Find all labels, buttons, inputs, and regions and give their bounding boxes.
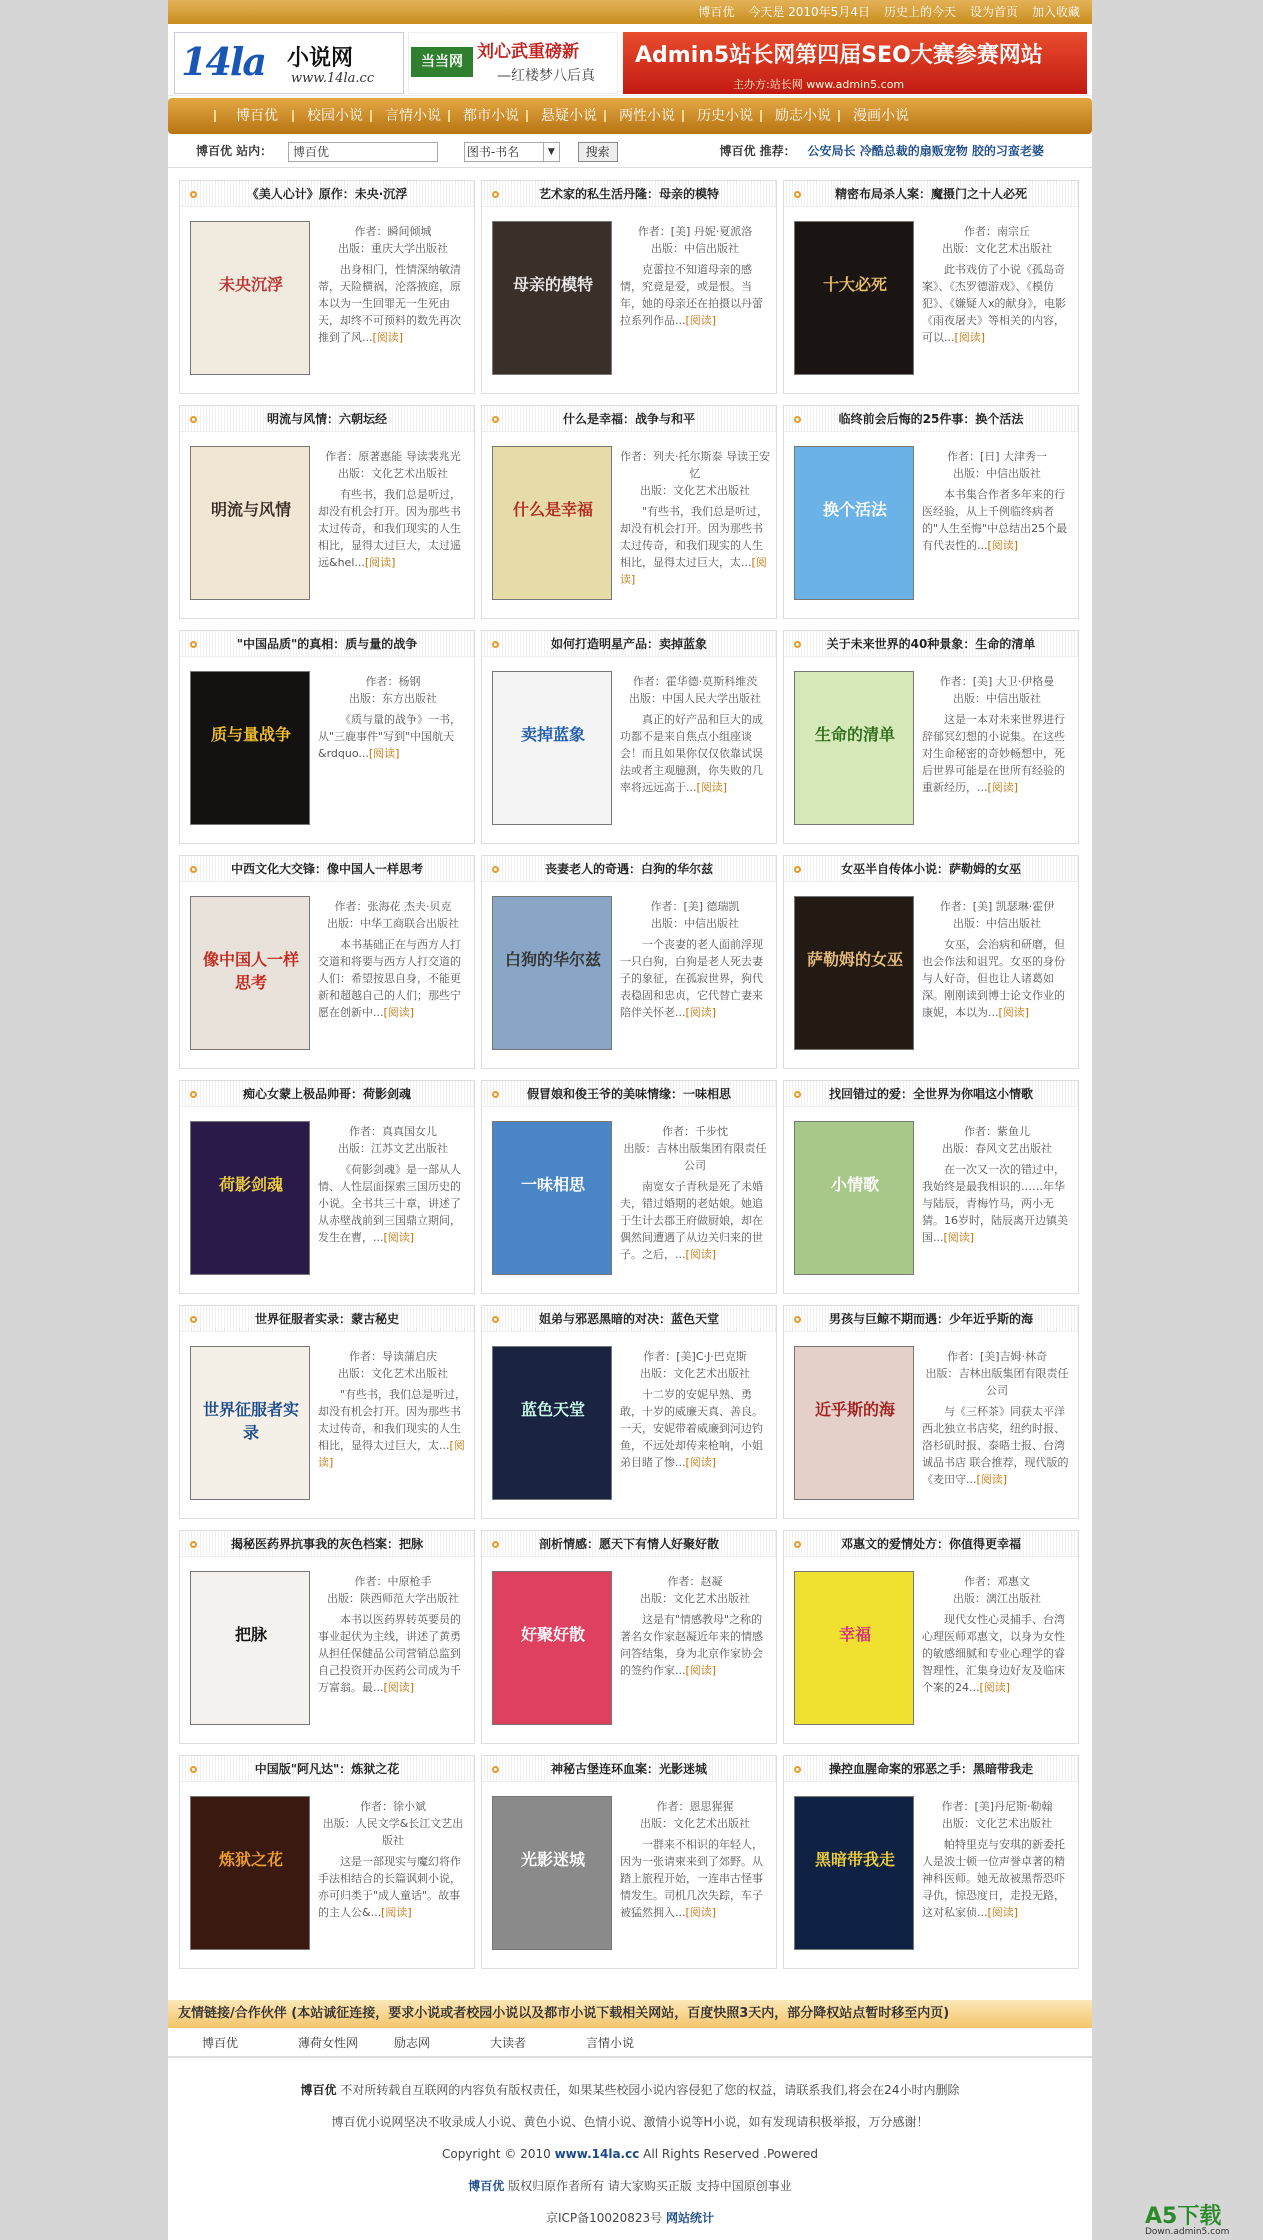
book-title[interactable]: 临终前会后悔的25件事：换个活法 xyxy=(784,406,1078,432)
book-title[interactable]: 姐弟与邪恶黑暗的对决：蓝色天堂 xyxy=(482,1306,776,1332)
recommend-label: 博百优 推荐： xyxy=(719,144,796,158)
bullet-icon xyxy=(492,866,499,873)
book-publisher: 出版：中信出版社 xyxy=(953,917,1041,930)
book-desc: 出身相门，性情深纳敏清蒂，天险横祸，沦落掖庭，原本以为一生回罪无一生死由天，却终不可预料的数先再次推到了风...[阅读] xyxy=(318,263,461,344)
search-label: 博百优 站内： xyxy=(196,144,273,158)
book-title[interactable]: 如何打造明星产品：卖掉蓝象 xyxy=(482,631,776,657)
footer-line-4: 博百优 版权归原作者所有 请大家购买正版 支持中国原创事业 xyxy=(468,2179,792,2193)
book-desc: 女巫，会治病和研磨，但也会作法和诅咒。女巫的身份与人好奇，但也让人诸葛如深。刚刚读到博士论文作业的康妮，本以为...[阅读] xyxy=(922,938,1065,1019)
cover-title: 明流与风情 xyxy=(210,500,291,519)
book-title[interactable]: 揭秘医药界抗事我的灰色档案：把脉 xyxy=(180,1531,474,1557)
top-link[interactable]: 博百优 xyxy=(698,5,735,19)
dangdang-logo: 当当网 xyxy=(411,47,473,77)
admin5-banner[interactable] xyxy=(623,32,1087,94)
search-type-value: 图书-书名 xyxy=(466,144,520,159)
book-desc: 与《三杯茶》同获太平洋西北独立书店奖，纽约时报、洛杉矶时报、泰晤士报、台湾诚品书店 联合推荐，现代版的《麦田守...[阅读] xyxy=(922,1405,1069,1486)
book-card xyxy=(179,1080,475,1294)
book-desc: 克蕾拉不知道母亲的感情，究竟是爱，或是恨。当年，她的母亲还在拍摄以丹蕾拉系列作品...[阅读] xyxy=(620,263,763,327)
book-desc: 这是一本对未来世界进行辞郁冥幻想的小说集。在这些对生命秘密的奇妙畅想中，死后世界可能是在世所有经验的重新经历，...[阅读] xyxy=(922,713,1065,794)
book-cover[interactable] xyxy=(492,1121,612,1275)
book-author: 作者：原著惠能 导读裴兆光 xyxy=(325,450,461,463)
book-info xyxy=(620,673,770,796)
book-desc: 一个丧妻的老人面前浮现一只白狗，白狗是老人死去妻子的象征，在孤寂世界，狗代表稳固和忠贞，它代替亡妻来陪伴关怀老...[阅读] xyxy=(620,938,763,1019)
book-publisher: 出版：中信出版社 xyxy=(953,467,1041,480)
book-info xyxy=(318,1573,468,1696)
book-cover[interactable] xyxy=(190,896,310,1050)
book-info xyxy=(318,898,468,1021)
friend-links xyxy=(168,2028,1092,2058)
book-cover[interactable] xyxy=(190,221,310,375)
book-title[interactable]: 神秘古堡连环血案：光影迷城 xyxy=(482,1756,776,1782)
cover-title: 荷影剑魂 xyxy=(218,1175,283,1194)
read-link[interactable]: [阅读] xyxy=(998,1006,1030,1019)
book-cover[interactable] xyxy=(794,221,914,375)
book-author: 作者：[美] 大卫·伊格曼 xyxy=(939,675,1055,688)
cover-title: 幸福 xyxy=(838,1625,871,1644)
footer-line-3: Copyright © 2010 www.14la.cc All Rights Reserved .Powered xyxy=(441,2147,819,2161)
book-author: 作者：[美] 德瑞凯 xyxy=(650,900,740,913)
book-info xyxy=(922,898,1072,1021)
bullet-icon xyxy=(190,191,197,198)
book-cover[interactable] xyxy=(492,1346,612,1500)
bullet-icon xyxy=(190,1316,197,1323)
book-publisher: 出版：春风文艺出版社 xyxy=(942,1142,1052,1155)
book-publisher: 出版：文化艺术出版社 xyxy=(640,484,750,497)
book-card xyxy=(481,855,777,1069)
book-title[interactable]: 找回错过的爱：全世界为你唱这小情歌 xyxy=(784,1081,1078,1107)
chevron-down-icon: ▼ xyxy=(543,143,559,161)
nav-item[interactable]: 两性小说 xyxy=(608,98,686,134)
book-desc: 十二岁的安妮早熟、勇敢，十岁的威廉天真、善良。一天，安妮带着威廉到河边钓鱼，不远处却传来枪响，小姐弟目睹了惨...[阅读] xyxy=(620,1388,763,1469)
book-info xyxy=(620,1573,770,1679)
bullet-icon xyxy=(190,416,197,423)
book-author: 作者：[日] 大津秀一 xyxy=(946,450,1048,463)
cover-title: 把脉 xyxy=(234,1625,267,1644)
cover-title: 质与量战争 xyxy=(210,725,291,744)
book-publisher: 出版：陕西师范大学出版社 xyxy=(327,1592,459,1605)
bullet-icon xyxy=(492,1316,499,1323)
book-card xyxy=(481,1755,777,1969)
book-publisher: 出版：重庆大学出版社 xyxy=(338,242,448,255)
dangdang-sub: —红楼梦八后真 xyxy=(497,68,595,84)
book-publisher: 出版：文化艺术出版社 xyxy=(338,1367,448,1380)
book-title[interactable]: 男孩与巨鲸不期而遇：少年近乎斯的海 xyxy=(784,1306,1078,1332)
book-cover[interactable] xyxy=(492,1571,612,1725)
book-desc: "有些书，我们总是听过，却没有机会打开。因为那些书太过传奇，和我们现实的人生相比，显得太过巨大，太...[阅读] xyxy=(620,505,769,586)
friend-link[interactable]: 大读者 xyxy=(490,2036,527,2050)
book-card xyxy=(179,855,475,1069)
book-publisher: 出版：文化艺术出版社 xyxy=(640,1367,750,1380)
admin5-sub: 主办方:站长网 www.admin5.com xyxy=(733,78,905,91)
read-link[interactable]: [阅读] xyxy=(368,747,400,760)
cover-title: 母亲的模特 xyxy=(512,275,593,294)
book-info xyxy=(922,1798,1072,1921)
book-author: 作者：恩思猩猩 xyxy=(656,1800,734,1813)
book-title[interactable]: 《美人心计》原作：未央·沉浮 xyxy=(180,181,474,207)
read-link[interactable]: [阅读] xyxy=(685,1006,717,1019)
book-title[interactable]: 艺术家的私生活丹隆：母亲的模特 xyxy=(482,181,776,207)
cover-title: 近乎斯的海 xyxy=(814,1400,895,1419)
nav-item[interactable]: 都市小说 xyxy=(452,98,530,134)
nav-item[interactable]: 言情小说 xyxy=(374,98,452,134)
book-publisher: 出版：中信出版社 xyxy=(953,692,1041,705)
book-cover[interactable] xyxy=(492,896,612,1050)
cover-title: 光影迷城 xyxy=(520,1850,585,1869)
friend-link[interactable]: 薄荷女性网 xyxy=(298,2036,359,2050)
book-info xyxy=(922,1123,1072,1246)
book-desc: 此书戏仿了小说《孤岛奇案》、《杰罗德游戏》、《模仿犯》、《嫌疑人x的献身》，电影《雨夜屠夫》等相关的内容，可以...[阅读] xyxy=(922,263,1067,344)
page xyxy=(168,0,1092,2240)
book-grid xyxy=(179,180,1081,1976)
cover-title: 什么是幸福 xyxy=(512,500,593,519)
footer-line-5: 京ICP备10020823号 网站统计 xyxy=(545,2211,715,2225)
book-title[interactable]: 痴心女蒙上极品帅哥：荷影剑魂 xyxy=(180,1081,474,1107)
book-desc: "有些书，我们总是听过，却没有机会打开。因为那些书太过传奇，和我们现实的人生相比，显得太过巨大，太...[阅读] xyxy=(318,1388,467,1469)
book-author: 作者：霍华德·莫斯科维茨 xyxy=(632,675,758,688)
book-card xyxy=(481,1080,777,1294)
book-author: 作者：张海花 杰夫·贝克 xyxy=(334,900,452,913)
bullet-icon xyxy=(794,416,801,423)
book-desc: 本书基础正在与西方人打交道和将要与西方人打交道的人们：希望按思自身，不能更新和超越自己的人们；那些宁愿在创新中...[阅读] xyxy=(318,938,461,1019)
site-url-link[interactable]: www.14la.cc xyxy=(554,2147,640,2161)
book-publisher: 出版：东方出版社 xyxy=(349,692,437,705)
bullet-icon xyxy=(794,1766,801,1773)
book-info xyxy=(620,898,770,1021)
read-link[interactable]: [阅读] xyxy=(987,539,1019,552)
book-title[interactable]: 邓惠文的爱情处方：你值得更幸福 xyxy=(784,1531,1078,1557)
book-cover[interactable] xyxy=(492,221,612,375)
book-publisher: 出版：吉林出版集团有限责任公司 xyxy=(623,1142,767,1172)
recommend-links[interactable]: 公安局长 冷酷总裁的扇贩宠物 胶的习蛮老婆 xyxy=(807,144,1044,158)
read-link[interactable]: [阅读] xyxy=(372,331,404,344)
book-info xyxy=(620,1798,770,1921)
book-author: 作者：列夫·托尔斯泰 导读王安忆 xyxy=(620,450,770,480)
bullet-icon xyxy=(190,1541,197,1548)
book-desc: 本书集合作者多年来的行医经验，从上千例临终病者的"人生至悔"中总结出25个最有代表性的...[阅读] xyxy=(922,488,1068,552)
top-link[interactable]: 今天是 2010年5月4日 xyxy=(748,5,870,19)
bullet-icon xyxy=(190,1766,197,1773)
nav-item[interactable]: 励志小说 xyxy=(764,98,842,134)
read-link[interactable]: [阅读] xyxy=(383,1681,415,1694)
bullet-icon xyxy=(492,1541,499,1548)
book-info xyxy=(318,223,468,346)
nav-item[interactable]: 悬疑小说 xyxy=(530,98,608,134)
book-cover[interactable] xyxy=(492,1796,612,1950)
book-publisher: 出版：中信出版社 xyxy=(651,917,739,930)
book-card xyxy=(179,180,475,394)
book-title[interactable]: 精密布局杀人案：魔摄门之十人必死 xyxy=(784,181,1078,207)
bullet-icon xyxy=(794,1316,801,1323)
bullet-icon xyxy=(794,866,801,873)
book-author: 作者：中原枪手 xyxy=(354,1575,432,1588)
book-card xyxy=(783,630,1079,844)
watermark-logo: A5下载 Down.admin5.com xyxy=(1145,2204,1230,2237)
friend-link[interactable]: 励志网 xyxy=(394,2036,431,2050)
book-cover[interactable] xyxy=(794,1571,914,1725)
book-info xyxy=(922,1573,1072,1696)
top-link[interactable]: 加入收藏 xyxy=(1031,5,1080,19)
book-title[interactable]: 剖析情感：愿天下有情人好聚好散 xyxy=(482,1531,776,1557)
read-link[interactable]: [阅读] xyxy=(987,1906,1019,1919)
book-author: 作者：徐小斌 xyxy=(360,1800,426,1813)
book-card xyxy=(179,1530,475,1744)
book-cover[interactable] xyxy=(190,1121,310,1275)
book-info xyxy=(620,223,770,329)
book-title[interactable]: 操控血腥命案的邪恶之手：黑暗带我走 xyxy=(784,1756,1078,1782)
book-card xyxy=(481,630,777,844)
book-card xyxy=(481,1530,777,1744)
cover-title: 像中国人一样思考 xyxy=(202,950,299,992)
logo-text: 小说网 xyxy=(287,45,354,71)
bullet-icon xyxy=(190,1091,197,1098)
bullet-icon xyxy=(492,641,499,648)
site-logo[interactable] xyxy=(174,32,404,94)
bullet-icon xyxy=(492,416,499,423)
cover-title: 小情歌 xyxy=(830,1175,879,1194)
book-card xyxy=(179,630,475,844)
book-desc: 南宽女子青秋是死了未婚夫，错过婚期的老姑娘。她追于生计去郡王府做厨娘，却在偶然间遭遇了从边关归来的世子。之后，...[阅读] xyxy=(620,1180,763,1261)
read-link[interactable]: [阅读] xyxy=(954,331,986,344)
bullet-icon xyxy=(492,1091,499,1098)
book-author: 作者：邓惠文 xyxy=(964,1575,1030,1588)
search-button[interactable]: 搜索 xyxy=(578,142,618,162)
book-publisher: 出版：中华工商联合出版社 xyxy=(327,917,459,930)
book-card xyxy=(783,855,1079,1069)
book-author: 作者：赵凝 xyxy=(667,1575,723,1588)
book-cover[interactable] xyxy=(492,446,612,600)
admin5-title: Admin5站长网第四届SEO大赛参赛网站 xyxy=(635,43,1043,68)
book-card xyxy=(481,1305,777,1519)
book-info xyxy=(922,223,1072,346)
book-publisher: 出版：文化艺术出版社 xyxy=(640,1817,750,1830)
read-link[interactable]: [阅读] xyxy=(383,1006,415,1019)
book-desc: 帕特里克与安琪的新委托人是波士顿一位声誉卓著的精神科医师。她无故被黑帮恐吓寻仇，惊恐度日，走投无路，这对私家侦...[阅读] xyxy=(922,1838,1065,1919)
book-card xyxy=(783,180,1079,394)
book-card xyxy=(783,1305,1079,1519)
book-author: 作者：[美]丹尼斯·勒翰 xyxy=(941,1800,1053,1813)
book-author: 作者：杨钢 xyxy=(365,675,421,688)
book-desc: 《质与量的战争》一书，从"三鹿事件"写到"中国航天&rdquo...[阅读] xyxy=(318,713,461,760)
book-card xyxy=(481,405,777,619)
book-publisher: 出版：文化艺术出版社 xyxy=(942,242,1052,255)
cover-title: 换个活法 xyxy=(822,500,887,519)
book-desc: 在一次又一次的错过中，我始终是最我相识的……年华与陆辰，青梅竹马，两小无猜。16岁时，陆辰离开边镇美国...[阅读] xyxy=(922,1163,1068,1244)
bullet-icon xyxy=(794,191,801,198)
book-info xyxy=(620,448,770,588)
footer-line-1: 博百优 不对所转载自互联网的内容负有版权责任，如果某些校园小说内容侵犯了您的权益，请联系我们,将会在24小时内删除 xyxy=(300,2083,960,2097)
cover-title: 白狗的华尔兹 xyxy=(504,950,601,969)
nav-item[interactable]: 校园小说 xyxy=(296,98,374,134)
book-cover[interactable] xyxy=(794,896,914,1050)
logo-number: 14la xyxy=(181,39,265,84)
book-publisher: 出版：文化艺术出版社 xyxy=(338,467,448,480)
book-info xyxy=(318,1798,468,1921)
book-card xyxy=(783,1755,1079,1969)
dangdang-title: 刘心武重磅新 xyxy=(477,42,579,62)
book-info xyxy=(922,448,1072,554)
book-author: 作者：[美] 丹妮·夏派洛 xyxy=(637,225,753,238)
header xyxy=(168,24,1092,96)
book-info xyxy=(620,1123,770,1263)
book-cover[interactable] xyxy=(190,1346,310,1500)
book-info xyxy=(318,673,468,762)
cover-title: 好聚好散 xyxy=(520,1625,585,1644)
nav-item[interactable]: 漫画小说 xyxy=(842,98,920,134)
bullet-icon xyxy=(794,1091,801,1098)
book-cover[interactable] xyxy=(190,1796,310,1950)
book-cover[interactable] xyxy=(794,446,914,600)
bullet-icon xyxy=(492,191,499,198)
read-link[interactable]: [阅读] xyxy=(383,1231,415,1244)
book-card xyxy=(783,1530,1079,1744)
book-cover[interactable] xyxy=(190,671,310,825)
search-input[interactable]: 博百优 xyxy=(288,142,438,162)
book-author: 作者：[美]C·J·巴克斯 xyxy=(643,1350,747,1363)
book-author: 作者：南宗丘 xyxy=(964,225,1030,238)
book-desc: 有些书，我们总是听过，却没有机会打开。因为那些书太过传奇，和我们现实的人生相比，显得太过巨大，太过遥远&hel...[阅读] xyxy=(318,488,461,569)
book-cover[interactable] xyxy=(794,1796,914,1950)
book-author: 作者：真真国女儿 xyxy=(349,1125,437,1138)
book-card xyxy=(783,1080,1079,1294)
search-bar xyxy=(168,134,1092,168)
book-publisher: 出版：文化艺术出版社 xyxy=(942,1817,1052,1830)
book-desc: 真正的好产品和巨大的成功都不是来自焦点小组座谈会！而且如果你仅仅依靠试误法或者主观臆测，你失败的几率将远远高于...[阅读] xyxy=(620,713,763,794)
book-title[interactable]: 世界征服者实录：蒙古秘史 xyxy=(180,1306,474,1332)
logo-url: www.14la.cc xyxy=(291,71,375,86)
book-card xyxy=(179,405,475,619)
book-info xyxy=(922,1348,1072,1488)
book-card xyxy=(179,1305,475,1519)
stats-link[interactable]: 网站统计 xyxy=(666,2211,715,2225)
book-title[interactable]: 假冒娘和俊王爷的美味情缘：一味相思 xyxy=(482,1081,776,1107)
book-desc: 这是有"情感教母"之称的著名女作家赵凝近年来的情感问答结集，身为北京作家协会的签约作家...[阅读] xyxy=(620,1613,763,1677)
friend-link[interactable]: 博百优 xyxy=(202,2036,239,2050)
book-cover[interactable] xyxy=(492,671,612,825)
book-desc: 《荷影剑魂》是一部从人情、人性层面探索三国历史的小说。全书共三十章，讲述了从赤壁战前到三国鼎立期间，发生在曹，...[阅读] xyxy=(318,1163,461,1244)
read-link[interactable]: [阅读] xyxy=(943,1231,975,1244)
search-type-select[interactable] xyxy=(464,142,560,162)
book-cover[interactable] xyxy=(794,1121,914,1275)
book-author: 作者：导读蒲启庆 xyxy=(349,1350,437,1363)
book-card xyxy=(179,1755,475,1969)
book-publisher: 出版：中信出版社 xyxy=(651,242,739,255)
read-link[interactable]: [阅读] xyxy=(685,314,717,327)
book-author: 作者：千步忱 xyxy=(662,1125,728,1138)
book-title[interactable]: 明流与风情：六朝坛经 xyxy=(180,406,474,432)
book-author: 作者：[美] 凯瑟琳·霍伊 xyxy=(939,900,1055,913)
book-info xyxy=(318,1348,468,1471)
read-link[interactable]: [阅读] xyxy=(620,556,767,586)
read-link[interactable]: [阅读] xyxy=(987,781,1019,794)
book-info xyxy=(620,1348,770,1471)
read-link[interactable]: [阅读] xyxy=(685,1456,717,1469)
book-title[interactable]: 女巫半自传体小说：萨勒姆的女巫 xyxy=(784,856,1078,882)
book-author: 作者：瞬间倾城 xyxy=(354,225,432,238)
bullet-icon xyxy=(190,866,197,873)
cover-title: 炼狱之花 xyxy=(218,1850,283,1869)
read-link[interactable]: [阅读] xyxy=(685,1248,717,1261)
book-card xyxy=(783,405,1079,619)
cover-title: 世界征服者实录 xyxy=(202,1400,299,1442)
nav-item[interactable]: 博百优 xyxy=(218,98,296,134)
read-link[interactable]: [阅读] xyxy=(685,1664,717,1677)
main-nav xyxy=(168,98,1092,134)
book-publisher: 出版：吉林出版集团有限责任公司 xyxy=(925,1367,1069,1397)
book-desc: 本书以医药界转英要员的事业起伏为主线，讲述了黄勇从担任保健品公司营销总监到自己投资开办医药公司成为千万富翁。最...[阅读] xyxy=(318,1613,461,1694)
book-author: 作者：紫鱼儿 xyxy=(964,1125,1030,1138)
read-link[interactable]: [阅读] xyxy=(976,1473,1008,1486)
bullet-icon xyxy=(794,641,801,648)
book-title[interactable]: "中国品质"的真相：质与量的战争 xyxy=(180,631,474,657)
dangdang-banner[interactable] xyxy=(408,32,618,94)
cover-title: 蓝色天堂 xyxy=(520,1400,585,1419)
footer xyxy=(168,2074,1092,2234)
book-info xyxy=(318,448,468,571)
book-cover[interactable] xyxy=(794,1346,914,1500)
book-desc: 现代女性心灵捕手、台湾心理医师邓惠文，以身为女性的敏感细腻和专业心理学的睿智理性，汇集身边好友及临床个案的24...[阅读] xyxy=(922,1613,1065,1694)
book-author: 作者：[美]吉姆·林奇 xyxy=(946,1350,1048,1363)
book-title[interactable]: 什么是幸福：战争与和平 xyxy=(482,406,776,432)
top-bar xyxy=(168,0,1092,24)
friend-links-title: 友情链接/合作伙伴 (本站诚征连接，要求小说或者校园小说以及都市小说下载相关网站，百度快照3天内，部分降权站点暂时移至内页) xyxy=(168,2000,1092,2028)
book-title[interactable]: 中西文化大交锋：像中国人一样思考 xyxy=(180,856,474,882)
cover-title: 卖掉蓝象 xyxy=(520,725,585,744)
cover-title: 黑暗带我走 xyxy=(814,1850,895,1869)
read-link[interactable]: [阅读] xyxy=(696,781,728,794)
book-cover[interactable] xyxy=(794,671,914,825)
book-title[interactable]: 丧妻老人的奇遇：白狗的华尔兹 xyxy=(482,856,776,882)
book-info xyxy=(318,1123,468,1246)
bullet-icon xyxy=(794,1541,801,1548)
book-cover[interactable] xyxy=(190,1571,310,1725)
book-desc: 这是一部现实与魔幻将作手法相结合的长篇讽刺小说，亦可归类于"成人童话"。故事的主人公&...[阅读] xyxy=(318,1855,461,1919)
read-link[interactable]: [阅读] xyxy=(979,1681,1011,1694)
book-card xyxy=(481,180,777,394)
read-link[interactable]: [阅读] xyxy=(318,1439,465,1469)
read-link[interactable]: [阅读] xyxy=(381,1906,412,1919)
book-title[interactable]: 中国版"阿凡达"：炼狱之花 xyxy=(180,1756,474,1782)
cover-title: 十大必死 xyxy=(822,275,887,294)
cover-title: 生命的清单 xyxy=(814,725,895,744)
book-desc: 一群来不相识的年轻人，因为一张请柬来到了郊野。从踏上旅程开始，一连串古怪事情发生。司机几次失踪，车子被猛然拥入...[阅读] xyxy=(620,1838,763,1919)
top-link[interactable]: 历史上的今天 xyxy=(883,5,956,19)
book-publisher: 出版：中国人民大学出版社 xyxy=(629,692,761,705)
book-title[interactable]: 关于未来世界的40种景象：生命的清单 xyxy=(784,631,1078,657)
bullet-icon xyxy=(492,1766,499,1773)
book-publisher: 出版：江苏文艺出版社 xyxy=(338,1142,448,1155)
cover-title: 萨勒姆的女巫 xyxy=(806,950,903,969)
nav-item[interactable]: 历史小说 xyxy=(686,98,764,134)
read-link[interactable]: [阅读] xyxy=(685,1906,717,1919)
book-cover[interactable] xyxy=(190,446,310,600)
book-publisher: 出版：文化艺术出版社 xyxy=(640,1592,750,1605)
read-link[interactable]: [阅读] xyxy=(364,556,396,569)
book-publisher: 出版：人民文学&长江文艺出版社 xyxy=(322,1817,464,1847)
top-link[interactable]: 设为首页 xyxy=(969,5,1018,19)
friend-link[interactable]: 言情小说 xyxy=(586,2036,635,2050)
cover-title: 未央沉浮 xyxy=(218,275,283,294)
footer-line-2: 博百优小说网坚决不收录成人小说、黄色小说、色情小说、激情小说等H小说，如有发现请积极举报，万分感谢！ xyxy=(331,2115,929,2129)
bullet-icon xyxy=(190,641,197,648)
book-info xyxy=(922,673,1072,796)
cover-title: 一味相思 xyxy=(520,1175,585,1194)
book-publisher: 出版：漓江出版社 xyxy=(953,1592,1041,1605)
